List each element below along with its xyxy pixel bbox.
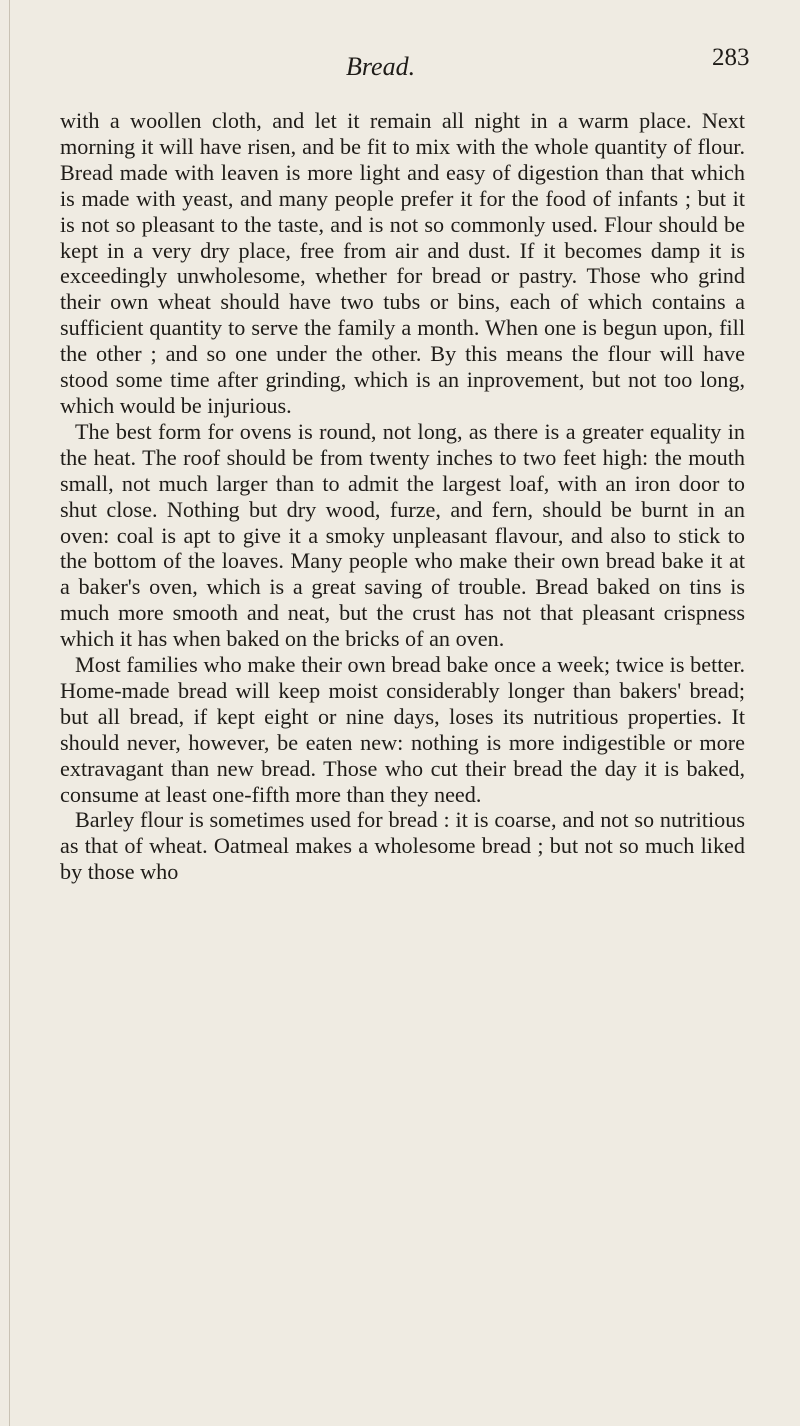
paragraph-baking-frequency: Most families who make their own bread bake once a week; twice is better. Home-made bread will keep moist considerably longer than bakers' bread; but all bread, if kept eight or nine days, loses its nutritious properties. It should never, however, be eaten new: nothing is more indigestible or more extravagant than new bread. Those who cut their bread the day it is baked, consume at least one-fifth more than they need. xyxy=(60,652,745,807)
paragraph-barley-oatmeal: Barley flour is sometimes used for bread : it is coarse, and not so nutritious as that of wheat. Oatmeal makes a wholesome bread ; but not so much liked by those who xyxy=(60,807,745,885)
page-number: 283 xyxy=(712,44,750,71)
running-title: Bread. xyxy=(346,52,416,81)
body-text xyxy=(60,108,745,885)
page-header xyxy=(0,44,800,84)
paragraph-ovens: The best form for ovens is round, not long, as there is a greater equality in the heat. The roof should be from twenty inches to two feet high: the mouth small, not much larger than to admit the largest loaf, with an iron door to shut close. Nothing but dry wood, furze, and fern, should be burnt in an oven: coal is apt to give it a smoky unpleasant flavour, and also to stick to the bottom of the loaves. Many people who make their own bread bake it at a baker's oven, which is a great saving of trouble. Bread baked on tins is much more smooth and neat, but the crust has not that pleasant crispness which it has when baked on the bricks of an oven. xyxy=(60,418,745,652)
paragraph-leaven-continued: with a woollen cloth, and let it remain all night in a warm place. Next morning it will have risen, and be fit to mix with the whole quantity of flour. Bread made with leaven is more light and easy of digestion than that which is made with yeast, and many people prefer it for the food of infants ; but it is not so pleasant to the taste, and is not so commonly used. Flour should be kept in a very dry place, free from air and dust. If it becomes damp it is exceedingly unwholesome, whether for bread or pastry. Those who grind their own wheat should have two tubs or bins, each of which contains a sufficient quantity to serve the family a month. When one is begun upon, fill the other ; and so one under the other. By this means the flour will have stood some time after grinding, which is an inprovement, but not too long, which would be injurious. xyxy=(60,108,745,418)
page-edge-rule xyxy=(9,0,10,1426)
